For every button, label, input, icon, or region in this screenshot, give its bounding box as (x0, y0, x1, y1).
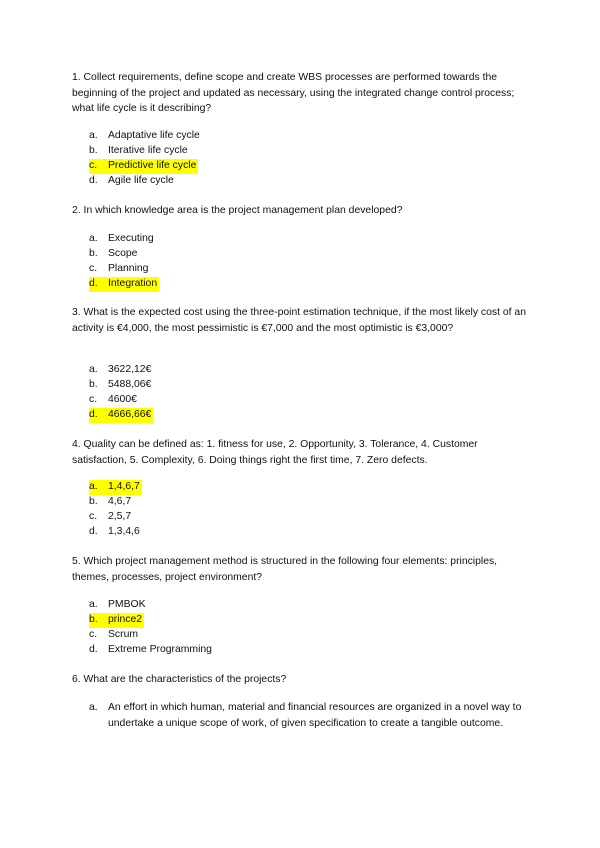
option-3c: c. 4600€ (89, 393, 137, 405)
question-5-options (89, 598, 212, 658)
option-5b-highlighted-answer: b. prince2 (89, 613, 144, 628)
option-5c: c. Scrum (89, 628, 139, 640)
option-4d: d. 1,3,4,6 (89, 525, 140, 537)
option-2d-highlighted-answer: d. Integration (89, 277, 159, 292)
option-4a-highlighted-answer: a. 1,4,6,7 (89, 480, 142, 495)
option-5d: d. Extreme Programming (89, 643, 212, 655)
option-3d-highlighted-answer: d. 4666,66€ (89, 408, 153, 423)
option-3a: a. 3622,12€ (89, 364, 152, 375)
question-3-options (89, 363, 153, 423)
option-1c-highlighted-answer: c. Predictive life cycle (89, 159, 198, 174)
option-4c: c. 2,5,7 (89, 510, 132, 522)
option-1d: d. Agile life cycle (89, 174, 174, 186)
question-2: 2. In which knowledge area is the project management plan developed? (72, 205, 403, 216)
option-5a: a. PMBOK (89, 599, 146, 610)
question-4: 4. Quality can be defined as: 1. fitness for use, 2. Opportunity, 3. Tolerance, 4. Customer satisfaction, 5. Complexity, 6. Doing things right the first time, 7. Zero defects. (72, 439, 478, 466)
question-5: 5. Which project management method is structured in the following four elements: principles, themes, processes, project environment? (72, 556, 498, 583)
question-3: 3. What is the expected cost using the three-point estimation technique, if the most likely cost of an activity is €4,000, the most pessimistic is €7,000 and the most optimistic is €3,000? (72, 307, 526, 334)
option-1b: b. Iterative life cycle (89, 144, 188, 156)
question-1-options (89, 129, 200, 189)
option-4b: b. 4,6,7 (89, 495, 132, 507)
option-1a: a. Adaptative life cycle (89, 130, 200, 141)
question-1: 1. Collect requirements, define scope and create WBS processes are performed towards the beginning of the project and updated as necessary, using the integrated change control process; what life cycle is it describing? (72, 72, 515, 114)
question-6: 6. What are the characteristics of the projects? (72, 674, 287, 685)
option-3b: b. 5488,06€ (89, 378, 152, 390)
option-2b: b. Scope (89, 247, 138, 259)
question-4-options (89, 480, 142, 540)
option-2a: a. Executing (89, 233, 154, 244)
option-2c: c. Planning (89, 262, 149, 274)
option-6a: a. An effort in which human, material and financial resources are organized in a novel way to undertake a unique scope of work, of given specification to create a tangible outcome. (89, 702, 522, 729)
question-2-options (89, 232, 159, 292)
